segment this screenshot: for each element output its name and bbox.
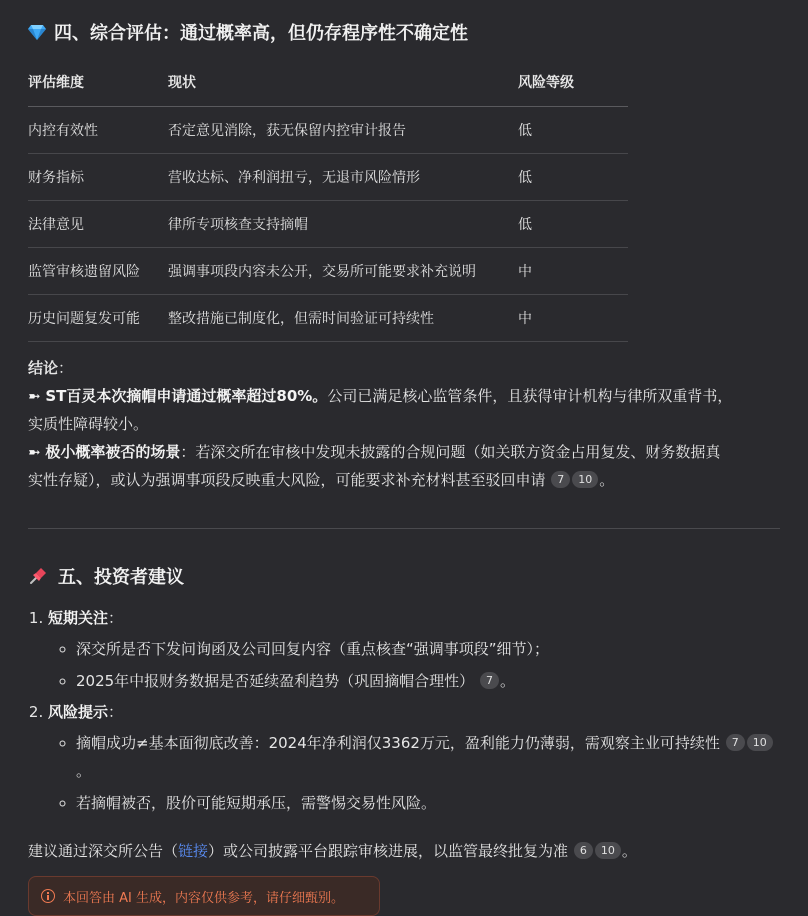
conclusion-label: 结论 <box>28 359 59 377</box>
advice-item-1-sub2-end: 。 <box>499 672 515 690</box>
advice-item-2-sub1-end: 。 <box>76 762 92 780</box>
list-item <box>48 603 788 697</box>
conclusion-point-2-bold: 极小概率被否的场景 <box>45 443 181 461</box>
tracking-text-b: ）或公司披露平台跟踪审核进展，以监管最终批复为准 <box>208 842 569 860</box>
conclusion-block <box>28 354 780 494</box>
list-item <box>76 665 788 697</box>
conclusion-point-1-bold: ST百灵本次摘帽申请通过概率超过80%。 <box>45 387 328 405</box>
advice-item-2-colon: ： <box>108 703 124 721</box>
table-cell-status: 整改措施已制度化，但需时间验证可持续性 <box>168 295 518 342</box>
table-row <box>28 201 628 248</box>
ai-disclaimer-text: 本回答由 AI 生成，内容仅供参考，请仔细甄别。 <box>63 890 344 906</box>
table-cell-risk: 低 <box>518 154 628 201</box>
table-cell-dimension: 财务指标 <box>28 154 168 201</box>
list-item: ◦ 深交所是否下发问询函及公司回复内容（重点核查“强调事项段”细节）； <box>76 633 788 665</box>
advice-item-1-sublist <box>48 633 788 697</box>
advice-item-1-colon: ： <box>108 609 124 627</box>
conclusion-point-1-text-a: 公司已满足核心监管条件，且获得审计机构与律所双重背书， <box>327 387 733 405</box>
advice-item-2-label: 风险提示 <box>48 703 109 721</box>
table-header-risk-level: 风险等级 <box>518 58 628 107</box>
citation-badge[interactable]: 7 <box>551 471 570 488</box>
table-cell-dimension: 法律意见 <box>28 201 168 248</box>
table-cell-dimension: 历史问题复发可能 <box>28 295 168 342</box>
pushpin-icon <box>28 566 48 586</box>
table-row <box>28 248 628 295</box>
conclusion-point-2 <box>28 438 780 494</box>
conclusion-label-line <box>28 354 780 382</box>
arrow-icon: ➼ <box>28 387 41 405</box>
citation-badge[interactable]: 10 <box>595 842 621 859</box>
list-item: ◦ 若摘帽被否，股价可能短期承压，需警惕交易性风险。 <box>76 785 788 819</box>
table-cell-dimension: 内控有效性 <box>28 107 168 154</box>
list-item <box>76 727 788 785</box>
conclusion-point-2-end: 。 <box>599 471 615 489</box>
table-row <box>28 295 628 342</box>
conclusion-point-2-text-a: ：若深交所在审核中发现未披露的合规问题（如关联方资金占用复发、财务数据真 <box>180 443 721 461</box>
conclusion-point-2-text-b: 实性存疑），或认为强调事项段反映重大风险，可能要求补充材料甚至驳回申请 <box>28 471 546 489</box>
evaluation-table <box>28 58 628 342</box>
advice-item-2-sublist <box>48 727 788 819</box>
conclusion-colon: ： <box>58 359 74 377</box>
table-cell-status: 营收达标、净利润扭亏，无退市风险情形 <box>168 154 518 201</box>
citation-badge[interactable]: 7 <box>480 672 499 689</box>
list-item <box>48 697 788 819</box>
table-cell-dimension: 监管审核遗留风险 <box>28 248 168 295</box>
citation-badge[interactable]: 10 <box>572 471 598 488</box>
table-row <box>28 154 628 201</box>
section-divider <box>28 528 780 529</box>
advice-item-1-label: 短期关注 <box>48 609 109 627</box>
section-5-title: 五、投资者建议 <box>58 567 184 588</box>
table-cell-status: 否定意见消除，获无保留内控审计报告 <box>168 107 518 154</box>
advice-item-1-sub2-text: 2025年中报财务数据是否延续盈利趋势（巩固摘帽合理性） <box>76 672 475 690</box>
info-icon <box>41 889 55 903</box>
section-4-title: 四、综合评估：通过概率高，但仍存程序性不确定性 <box>54 23 468 44</box>
gem-icon <box>28 25 44 39</box>
table-cell-risk: 低 <box>518 201 628 248</box>
citation-badge[interactable]: 6 <box>574 842 593 859</box>
citation-badge[interactable]: 10 <box>747 734 773 751</box>
section-4-heading <box>28 18 468 46</box>
table-header-row <box>28 58 628 107</box>
table-cell-risk: 中 <box>518 295 628 342</box>
arrow-icon: ➼ <box>28 443 41 461</box>
tracking-text-a: 建议通过深交所公告（ <box>28 842 179 860</box>
citation-badge[interactable]: 7 <box>726 734 745 751</box>
ai-disclaimer-notice <box>28 876 380 916</box>
tracking-end: 。 <box>621 842 637 860</box>
table-cell-risk: 中 <box>518 248 628 295</box>
advice-item-2-sub1-text: 摘帽成功≠基本面彻底改善：2024年净利润仅3362万元，盈利能力仍薄弱，需观察主业可持续性 <box>76 734 720 752</box>
table-header-dimension: 评估维度 <box>28 58 168 107</box>
conclusion-point-1-text-b: 实质性障碍较小。 <box>28 415 149 433</box>
table-cell-status: 强调事项段内容未公开，交易所可能要求补充说明 <box>168 248 518 295</box>
conclusion-point-1 <box>28 382 780 438</box>
section-5-heading <box>28 562 184 590</box>
table-row <box>28 107 628 154</box>
announcement-link[interactable]: 链接 <box>178 842 209 860</box>
tracking-suggestion <box>28 837 780 865</box>
table-cell-risk: 低 <box>518 107 628 154</box>
table-header-status: 现状 <box>168 58 518 107</box>
advice-list <box>22 603 788 819</box>
table-cell-status: 律所专项核查支持摘帽 <box>168 201 518 248</box>
